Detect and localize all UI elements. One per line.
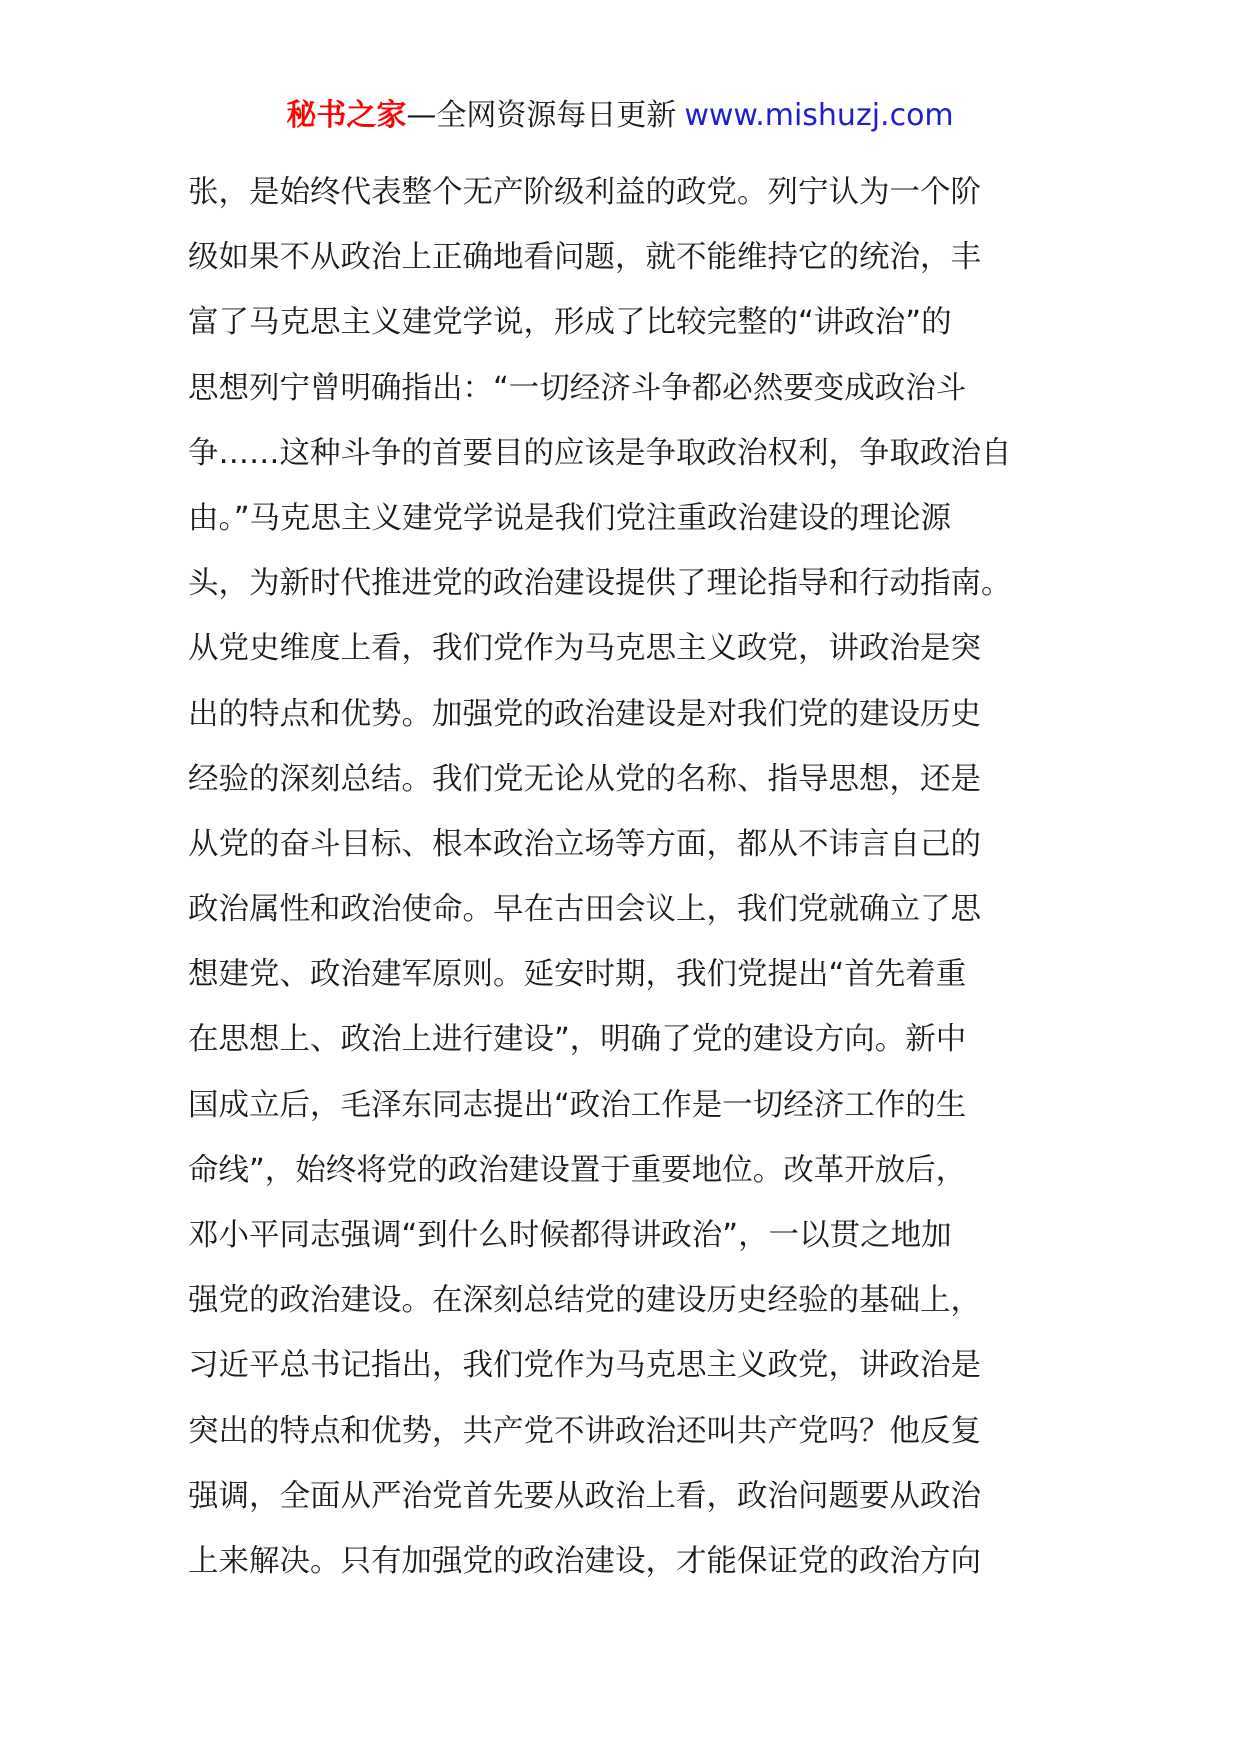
text-line: 国成立后，毛泽东同志提出“政治工作是一切经济工作的生: [188, 1087, 967, 1123]
text-line: 从党史维度上看，我们党作为马克思主义政党，讲政治是突: [188, 631, 981, 667]
text-line: 争……这种斗争的首要目的应该是争取政治权利，争取政治自: [188, 435, 1012, 471]
site-url[interactable]: www.mishuzj.com: [684, 98, 954, 133]
brand-name: 秘书之家: [286, 98, 407, 133]
text-line: 政治属性和政治使命。早在古田会议上，我们党就确立了思: [188, 892, 981, 928]
text-line: 思想列宁曾明确指出：“一切经济斗争都必然要变成政治斗: [188, 370, 967, 406]
text-line: 突出的特点和优势，共产党不讲政治还叫共产党吗？他反复: [188, 1413, 981, 1449]
text-line: 命线”，始终将党的政治建设置于重要地位。改革开放后，: [188, 1152, 967, 1188]
text-line: 富了马克思主义建党学说，形成了比较完整的“讲政治”的: [188, 305, 952, 341]
page-header: [0, 96, 1240, 136]
document-body: [188, 160, 1088, 1594]
text-line: 邓小平同志强调“到什么时候都得讲政治”，一以贯之地加: [188, 1218, 952, 1253]
text-line: 由。”马克思主义建党学说是我们党注重政治建设的理论源: [188, 500, 952, 536]
text-line: 出的特点和优势。加强党的政治建设是对我们党的建设历史: [188, 696, 981, 732]
text-line: 强调，全面从严治党首先要从政治上看，政治问题要从政治: [188, 1478, 981, 1514]
text-line: 想建党、政治建军原则。延安时期，我们党提出“首先着重: [188, 957, 967, 993]
text-line: 张，是始终代表整个无产阶级利益的政党。列宁认为一个阶: [188, 175, 981, 210]
text-line: 头，为新时代推进党的政治建设提供了理论指导和行动指南。: [188, 566, 1012, 602]
text-line: 习近平总书记指出，我们党作为马克思主义政党，讲政治是: [188, 1348, 981, 1384]
header-tagline: —全网资源每日更新: [406, 98, 677, 133]
text-line: 强党的政治建设。在深刻总结党的建设历史经验的基础上，: [188, 1283, 981, 1319]
text-line: 经验的深刻总结。我们党无论从党的名称、指导思想，还是: [188, 761, 981, 797]
text-line: 级如果不从政治上正确地看问题，就不能维持它的统治，丰: [188, 240, 981, 276]
text-line: 从党的奋斗目标、根本政治立场等方面，都从不讳言自己的: [188, 826, 981, 862]
text-line: 上来解决。只有加强党的政治建设，才能保证党的政治方向: [188, 1543, 981, 1579]
text-line: 在思想上、政治上进行建设”，明确了党的建设方向。新中: [188, 1022, 967, 1058]
